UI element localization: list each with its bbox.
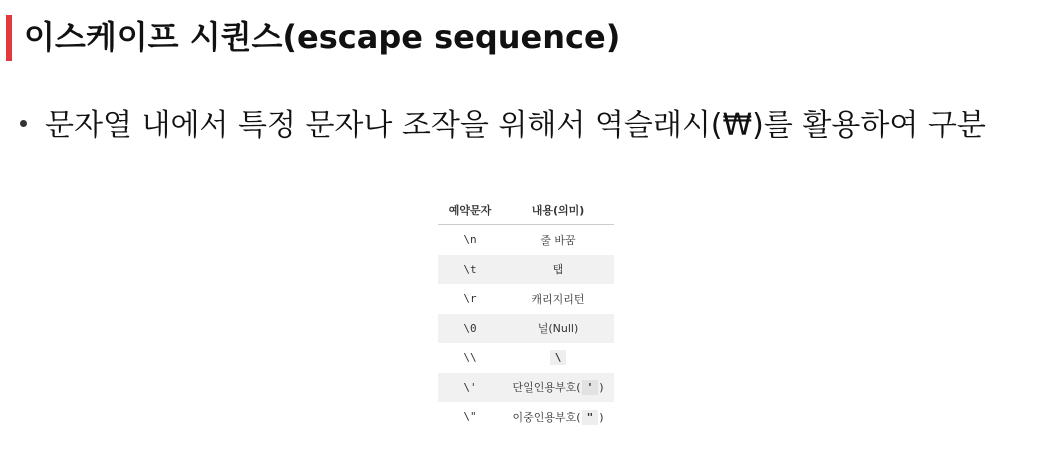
table-row	[438, 225, 614, 255]
meaning-suffix: )	[599, 410, 604, 424]
meaning-cell	[502, 402, 614, 432]
escape-sequence-table	[438, 196, 614, 432]
header-meaning: 내용(의미)	[502, 196, 614, 225]
table-header-row	[438, 196, 614, 225]
table-row	[438, 343, 614, 373]
double-quote-chip: "	[582, 410, 599, 425]
escape-code-cell: \'	[438, 373, 502, 403]
escape-code-cell: \"	[463, 410, 477, 424]
table-row	[438, 402, 614, 432]
backslash-chip: \	[550, 350, 567, 365]
table-row	[438, 373, 614, 403]
bullet-dot-icon	[20, 120, 27, 127]
escape-code-cell: \\	[463, 351, 477, 365]
escape-code-cell: \n	[463, 233, 477, 247]
meaning-cell: 줄 바꿈	[540, 233, 576, 247]
meaning-cell: 탭	[502, 255, 614, 285]
meaning-suffix: )	[599, 381, 604, 395]
escape-code-cell: \t	[438, 255, 502, 285]
table-row	[438, 255, 614, 285]
meaning-cell	[502, 343, 614, 373]
table-row	[438, 314, 614, 344]
escape-code-cell: \r	[463, 292, 477, 306]
bullet-text: 문자열 내에서 특정 문자나 조작을 위해서 역슬래시(₩)를 활용하여 구분	[45, 108, 986, 143]
slide-title: 이스케이프 시퀀스(escape sequence)	[24, 18, 621, 56]
table-row	[438, 284, 614, 314]
header-reserved-char: 예약문자	[438, 196, 502, 225]
meaning-cell	[502, 373, 614, 403]
single-quote-chip: '	[582, 380, 599, 395]
escape-code-cell: \0	[438, 314, 502, 344]
meaning-cell: 널(Null)	[502, 314, 614, 344]
bullet-item	[20, 104, 986, 148]
meaning-prefix: 단일인용부호(	[512, 381, 581, 395]
meaning-prefix: 이중인용부호(	[512, 410, 581, 424]
meaning-cell: 캐리지리턴	[531, 292, 585, 306]
title-accent-bar	[6, 15, 12, 61]
